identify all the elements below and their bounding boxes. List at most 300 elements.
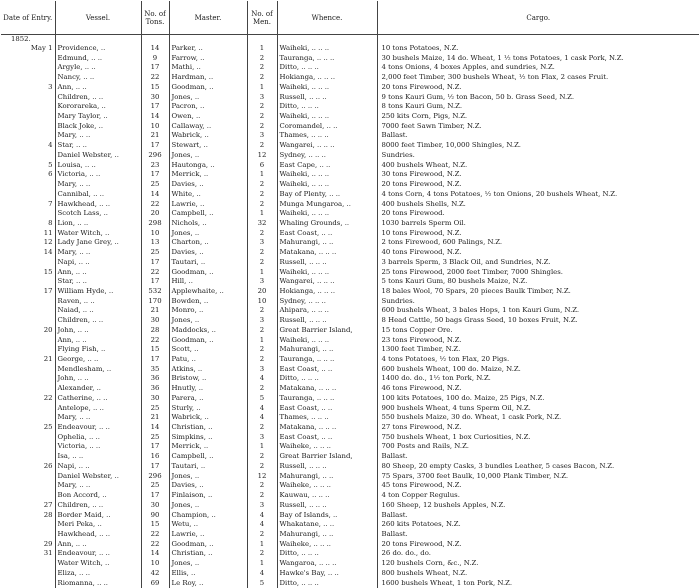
origin-port: East Coast, .. ..	[277, 365, 377, 375]
crew-count: 2	[247, 530, 277, 540]
tonnage: 21	[141, 306, 169, 316]
entry-date	[1, 306, 55, 316]
tonnage: 296	[141, 151, 169, 161]
vessel-name: Mary, .. ..	[55, 180, 141, 190]
tonnage: 36	[141, 384, 169, 394]
origin-port: Waiheki, .. .. ..	[277, 44, 377, 54]
tonnage: 22	[141, 540, 169, 550]
cargo-description: 550 bushels Maize, 30 do. Wheat, 1 cask Pork, N.Z.	[377, 413, 699, 423]
tonnage: 30	[141, 394, 169, 404]
header-master: Master.	[169, 1, 247, 35]
origin-port: Whaling Grounds, ..	[277, 219, 377, 229]
master-name: Hill, ..	[169, 277, 247, 287]
cargo-description: Ballast.	[377, 452, 699, 462]
cargo-description: 2 tons Firewood, 600 Palings, N.Z.	[377, 238, 699, 248]
tonnage: 30	[141, 93, 169, 103]
vessel-name: Nancy, .. ..	[55, 73, 141, 83]
entry-date: 3	[1, 83, 55, 93]
vessel-name: Edmund, .. ..	[55, 54, 141, 64]
origin-port: Waiheke, .. .. ..	[277, 442, 377, 452]
vessel-name: Endeavour, .. ..	[55, 423, 141, 433]
entry-date: 22	[1, 394, 55, 404]
entry-date: 25	[1, 423, 55, 433]
crew-count: 2	[247, 355, 277, 365]
cargo-description: 8 tons Kauri Gum, N.Z.	[377, 102, 699, 112]
master-name: Hnutly, ..	[169, 384, 247, 394]
crew-count: 3	[247, 433, 277, 443]
origin-port: Matakana, .. .. ..	[277, 248, 377, 258]
vessel-name: Mary, .. ..	[55, 131, 141, 141]
table-row	[1, 355, 699, 365]
crew-count: 2	[247, 229, 277, 239]
entry-date	[1, 374, 55, 384]
origin-port: Mahurangi, .. ..	[277, 530, 377, 540]
vessel-name: Napi, .. ..	[55, 462, 141, 472]
cargo-description: 46 tons Firewood, N.Z.	[377, 384, 699, 394]
entry-date	[1, 93, 55, 103]
vessel-name: Mary, .. ..	[55, 481, 141, 491]
vessel-name: Lion, .. ..	[55, 219, 141, 229]
master-name: Jones, ..	[169, 472, 247, 482]
entry-date: 4	[1, 141, 55, 151]
entry-date	[1, 491, 55, 501]
entry-date	[1, 365, 55, 375]
master-name: Simpkins, ..	[169, 433, 247, 443]
cargo-description: 600 bushels Wheat, 3 bales Hops, 1 ton Kauri Gum, N.Z.	[377, 306, 699, 316]
table-row	[1, 141, 699, 151]
table-row	[1, 316, 699, 326]
table-row	[1, 540, 699, 550]
vessel-name: Argyle, .. ..	[55, 63, 141, 73]
entry-date: 28	[1, 511, 55, 521]
origin-port: Bay of Islands, ..	[277, 511, 377, 521]
master-name: Nichols, ..	[169, 219, 247, 229]
cargo-description: 7000 feet Sawn Timber, N.Z.	[377, 122, 699, 132]
cargo-description: 120 bushels Corn, &c., N.Z.	[377, 559, 699, 569]
cargo-description: 100 kits Potatoes, 100 do. Maize, 25 Pigs, N.Z.	[377, 394, 699, 404]
master-name: Ellis, ..	[169, 569, 247, 579]
crew-count: 3	[247, 365, 277, 375]
origin-port: Coromandel, .. ..	[277, 122, 377, 132]
cargo-description: 5 tons Kauri Gum, 80 bushels Maize, N.Z.	[377, 277, 699, 287]
table-row	[1, 277, 699, 287]
vessel-name: Flying Fish, ..	[55, 345, 141, 355]
master-name: Bristow, ..	[169, 374, 247, 384]
vessel-name: Ophelia, .. ..	[55, 433, 141, 443]
origin-port: Hokianga, .. .. ..	[277, 287, 377, 297]
table-row	[1, 93, 699, 103]
table-row	[1, 306, 699, 316]
entry-date	[1, 481, 55, 491]
cargo-description: Sundries.	[377, 151, 699, 161]
cargo-description: 1400 do. do., 1½ ton Pork, N.Z.	[377, 374, 699, 384]
vessel-name: Mary, .. ..	[55, 413, 141, 423]
tonnage: 69	[141, 579, 169, 588]
cargo-description: 18 bales Wool, 70 Spars, 20 pieces Baulk Timber, N.Z.	[377, 287, 699, 297]
origin-port: Tauranga, .. .. ..	[277, 54, 377, 64]
entry-date: 21	[1, 355, 55, 365]
master-name: Scott, ..	[169, 345, 247, 355]
origin-port: Ahipara, .. .. ..	[277, 306, 377, 316]
table-row	[1, 579, 699, 588]
crew-count: 2	[247, 481, 277, 491]
table-row	[1, 83, 699, 93]
crew-count: 2	[247, 306, 277, 316]
header-date: Date of Entry.	[1, 1, 55, 35]
origin-port: Tauranga, .. .. ..	[277, 355, 377, 365]
cargo-description: 800 bushels Wheat, N.Z.	[377, 569, 699, 579]
master-name: Owen, ..	[169, 112, 247, 122]
entry-date	[1, 102, 55, 112]
master-name: Jones, ..	[169, 151, 247, 161]
table-row	[1, 219, 699, 229]
tonnage: 10	[141, 122, 169, 132]
tonnage: 17	[141, 141, 169, 151]
table-row	[1, 559, 699, 569]
crew-count: 1	[247, 559, 277, 569]
origin-port: Munga Mungaroa, ..	[277, 200, 377, 210]
master-name: Tautari, ..	[169, 258, 247, 268]
origin-port: Russell, .. .. ..	[277, 462, 377, 472]
origin-port: Waiheki, .. .. ..	[277, 336, 377, 346]
origin-port: Waiheki, .. .. ..	[277, 209, 377, 219]
vessel-name: Providence, ..	[55, 44, 141, 54]
entry-date	[1, 442, 55, 452]
entry-date	[1, 258, 55, 268]
master-name: Applewhaite, ..	[169, 287, 247, 297]
cargo-description: 4 tons Corn, 4 tons Potatoes, ½ ton Onions, 20 bushels Wheat, N.Z.	[377, 190, 699, 200]
table-row	[1, 481, 699, 491]
tonnage: 22	[141, 73, 169, 83]
table-row	[1, 63, 699, 73]
master-name: Merrick, ..	[169, 170, 247, 180]
tonnage: 15	[141, 83, 169, 93]
vessel-name: William Hyde, ..	[55, 287, 141, 297]
table-row	[1, 394, 699, 404]
table-body	[1, 35, 699, 588]
table-row	[1, 491, 699, 501]
vessel-name: Eliza, .. ..	[55, 569, 141, 579]
master-name: Jones, ..	[169, 501, 247, 511]
crew-count: 12	[247, 151, 277, 161]
table-row	[1, 161, 699, 171]
cargo-description: 15 tons Copper Ore.	[377, 326, 699, 336]
tonnage: 17	[141, 277, 169, 287]
master-name: Jones, ..	[169, 316, 247, 326]
cargo-description: 4 ton Copper Regulus.	[377, 491, 699, 501]
tonnage: 14	[141, 44, 169, 54]
entry-date: 5	[1, 161, 55, 171]
entry-date	[1, 579, 55, 588]
table-row	[1, 336, 699, 346]
master-name: Goodman, ..	[169, 336, 247, 346]
master-name: Atkins, ..	[169, 365, 247, 375]
vessel-name: Cannibal, .. ..	[55, 190, 141, 200]
vessel-name: Ann, .. ..	[55, 268, 141, 278]
entry-date: 29	[1, 540, 55, 550]
crew-count: 2	[247, 180, 277, 190]
tonnage: 10	[141, 559, 169, 569]
tonnage: 22	[141, 268, 169, 278]
origin-port: Waiheki, .. .. ..	[277, 268, 377, 278]
crew-count: 3	[247, 277, 277, 287]
vessel-name: Ann, .. ..	[55, 83, 141, 93]
cargo-description: 4 tons Potatoes, ½ ton Flax, 20 Pigs.	[377, 355, 699, 365]
entry-date	[1, 413, 55, 423]
table-row	[1, 229, 699, 239]
table-row	[1, 404, 699, 414]
master-name: White, ..	[169, 190, 247, 200]
crew-count: 4	[247, 511, 277, 521]
tonnage: 35	[141, 365, 169, 375]
master-name: Wabrick, ..	[169, 131, 247, 141]
crew-count: 2	[247, 345, 277, 355]
tonnage: 90	[141, 511, 169, 521]
master-name: Hautonga, ..	[169, 161, 247, 171]
vessel-name: Isa, .. ..	[55, 452, 141, 462]
master-name: Jones, ..	[169, 93, 247, 103]
tonnage: 17	[141, 442, 169, 452]
inward-vessels-table	[1, 1, 699, 588]
cargo-description: 8000 feet Timber, 10,000 Shingles, N.Z.	[377, 141, 699, 151]
entry-date: 14	[1, 248, 55, 258]
crew-count: 6	[247, 161, 277, 171]
entry-date: 12	[1, 238, 55, 248]
tonnage: 15	[141, 520, 169, 530]
entry-date	[1, 530, 55, 540]
crew-count: 4	[247, 569, 277, 579]
tonnage: 25	[141, 404, 169, 414]
crew-count: 2	[247, 423, 277, 433]
origin-port: East Coast, .. ..	[277, 229, 377, 239]
origin-port: Waiheki, .. .. ..	[277, 180, 377, 190]
table-row	[1, 248, 699, 258]
table-row	[1, 44, 699, 54]
vessel-name: Antelope, .. ..	[55, 404, 141, 414]
crew-count: 3	[247, 501, 277, 511]
crew-count: 2	[247, 258, 277, 268]
vessel-name: Hawkhead, .. ..	[55, 200, 141, 210]
origin-port: Ditto, .. .. ..	[277, 102, 377, 112]
vessel-name: Children, .. ..	[55, 316, 141, 326]
entry-date: 8	[1, 219, 55, 229]
master-name: Maddocks, ..	[169, 326, 247, 336]
vessel-name: Mendlesham, ..	[55, 365, 141, 375]
crew-count: 2	[247, 54, 277, 64]
crew-count: 1	[247, 442, 277, 452]
master-name: Davies, ..	[169, 180, 247, 190]
entry-date	[1, 180, 55, 190]
master-name: Pacron, ..	[169, 102, 247, 112]
vessel-name: Border Maid, ..	[55, 511, 141, 521]
entry-date	[1, 433, 55, 443]
master-name: Wetu, ..	[169, 520, 247, 530]
origin-port: Waiheki, .. .. ..	[277, 83, 377, 93]
crew-count: 20	[247, 287, 277, 297]
crew-count: 3	[247, 316, 277, 326]
cargo-description: 750 bushels Wheat, 1 box Curiosities, N.Z.	[377, 433, 699, 443]
entry-date	[1, 131, 55, 141]
table-row	[1, 501, 699, 511]
cargo-description: 2,000 feet Timber, 300 bushels Wheat, ½ ton Flax, 2 cases Fruit.	[377, 73, 699, 83]
tonnage: 21	[141, 131, 169, 141]
crew-count: 2	[247, 63, 277, 73]
master-name: Christian, ..	[169, 549, 247, 559]
origin-port: Matakana, .. .. ..	[277, 384, 377, 394]
origin-port: Great Barrier Island,	[277, 452, 377, 462]
vessel-name: Water Witch, ..	[55, 559, 141, 569]
tonnage: 15	[141, 345, 169, 355]
origin-port: Ditto, .. .. ..	[277, 374, 377, 384]
origin-port: Mahurangi, .. ..	[277, 238, 377, 248]
origin-port: Tauranga, .. .. ..	[277, 394, 377, 404]
entry-date: 7	[1, 200, 55, 210]
table-row	[1, 200, 699, 210]
tonnage: 22	[141, 200, 169, 210]
tonnage: 17	[141, 63, 169, 73]
vessel-name: John, .. ..	[55, 374, 141, 384]
entry-date	[1, 452, 55, 462]
entry-date	[1, 73, 55, 83]
crew-count: 2	[247, 384, 277, 394]
vessel-name: Children, .. ..	[55, 93, 141, 103]
crew-count: 2	[247, 102, 277, 112]
entry-date	[1, 336, 55, 346]
header-tons: No. of Tons.	[141, 1, 169, 35]
entry-date	[1, 112, 55, 122]
cargo-description: 400 bushels Shells, N.Z.	[377, 200, 699, 210]
cargo-description: 700 Posts and Rails, N.Z.	[377, 442, 699, 452]
tonnage: 17	[141, 170, 169, 180]
entry-date: 17	[1, 287, 55, 297]
cargo-description: 20 tons Firewood.	[377, 209, 699, 219]
origin-port: Russell, .. .. ..	[277, 93, 377, 103]
table-row	[1, 452, 699, 462]
crew-count: 2	[247, 141, 277, 151]
master-name: Jones, ..	[169, 229, 247, 239]
cargo-description: 8 Head Cattle, 50 bags Grass Seed, 10 boxes Fruit, N.Z.	[377, 316, 699, 326]
master-name: Tautari, ..	[169, 462, 247, 472]
header-vessel: Vessel.	[55, 1, 141, 35]
crew-count: 4	[247, 404, 277, 414]
master-name: Goodman, ..	[169, 540, 247, 550]
entry-date	[1, 404, 55, 414]
tonnage: 25	[141, 433, 169, 443]
cargo-description: 1030 barrels Sperm Oil.	[377, 219, 699, 229]
cargo-description: 20 tons Firewood, N.Z.	[377, 83, 699, 93]
entry-date	[1, 559, 55, 569]
table-row	[1, 180, 699, 190]
entry-date	[1, 472, 55, 482]
entry-date: May 1	[1, 44, 55, 54]
cargo-description: 400 bushels Wheat, N.Z.	[377, 161, 699, 171]
table-row	[1, 151, 699, 161]
crew-count: 1	[247, 83, 277, 93]
entry-date	[1, 345, 55, 355]
cargo-description: 160 Sheep, 12 bushels Apples, N.Z.	[377, 501, 699, 511]
master-name: Le Roy, ..	[169, 579, 247, 588]
origin-port: East Coast, .. ..	[277, 404, 377, 414]
origin-port: East Coast, .. ..	[277, 433, 377, 443]
table-row	[1, 511, 699, 521]
cargo-description: 250 kits Corn, Pigs, N.Z.	[377, 112, 699, 122]
crew-count: 2	[247, 190, 277, 200]
tonnage: 17	[141, 355, 169, 365]
tonnage: 298	[141, 219, 169, 229]
vessel-name: Mary, .. ..	[55, 248, 141, 258]
origin-port: Waiheke, .. .. ..	[277, 540, 377, 550]
master-name: Campbell, ..	[169, 452, 247, 462]
table-row	[1, 102, 699, 112]
year-row	[1, 35, 699, 45]
entry-date	[1, 190, 55, 200]
cargo-description: 600 bushels Wheat, 100 do. Maize, N.Z.	[377, 365, 699, 375]
crew-count: 2	[247, 122, 277, 132]
vessel-name: Louisa, .. ..	[55, 161, 141, 171]
vessel-name: Scotch Lass, ..	[55, 209, 141, 219]
vessel-name: Naiad, .. ..	[55, 306, 141, 316]
vessel-name: Alexander, ..	[55, 384, 141, 394]
master-name: Farrow, ..	[169, 54, 247, 64]
crew-count: 12	[247, 472, 277, 482]
vessel-name: Kororareka, ..	[55, 102, 141, 112]
crew-count: 2	[247, 200, 277, 210]
entry-date: 31	[1, 549, 55, 559]
master-name: Parera, ..	[169, 394, 247, 404]
table-row	[1, 442, 699, 452]
vessel-name: Raven, .. ..	[55, 297, 141, 307]
table-row	[1, 258, 699, 268]
crew-count: 3	[247, 93, 277, 103]
vessel-name: Lady Jane Grey, ..	[55, 238, 141, 248]
cargo-description: 75 Spars, 3700 feet Baulk, 10,000 Plank Timber, N.Z.	[377, 472, 699, 482]
crew-count: 3	[247, 238, 277, 248]
crew-count: 32	[247, 219, 277, 229]
table-row	[1, 384, 699, 394]
table-row	[1, 73, 699, 83]
origin-port: Waiheki, .. .. ..	[277, 170, 377, 180]
tonnage: 14	[141, 423, 169, 433]
table-row	[1, 209, 699, 219]
entry-date	[1, 384, 55, 394]
master-name: Lawrie, ..	[169, 200, 247, 210]
table-row	[1, 268, 699, 278]
tonnage: 30	[141, 501, 169, 511]
cargo-description: 20 tons Firewood, N.Z.	[377, 180, 699, 190]
cargo-description: Ballast.	[377, 530, 699, 540]
master-name: Monro, ..	[169, 306, 247, 316]
header-men: No. of Men.	[247, 1, 277, 35]
vessel-name: Mary Taylor, ..	[55, 112, 141, 122]
header-whence: Whence.	[277, 1, 377, 35]
tonnage: 22	[141, 530, 169, 540]
master-name: Charton, ..	[169, 238, 247, 248]
entry-date	[1, 277, 55, 287]
tonnage: 21	[141, 413, 169, 423]
origin-port: Hokianga, .. .. ..	[277, 73, 377, 83]
crew-count: 2	[247, 452, 277, 462]
table-row	[1, 374, 699, 384]
entry-date	[1, 520, 55, 530]
origin-port: Ditto, .. .. ..	[277, 579, 377, 588]
cargo-description: 260 kits Potatoes, N.Z.	[377, 520, 699, 530]
master-name: Jones, ..	[169, 559, 247, 569]
tonnage: 17	[141, 462, 169, 472]
entry-date: 11	[1, 229, 55, 239]
header-row	[1, 1, 699, 35]
origin-port: Bay of Plenty, .. ..	[277, 190, 377, 200]
master-name: Campbell, ..	[169, 209, 247, 219]
